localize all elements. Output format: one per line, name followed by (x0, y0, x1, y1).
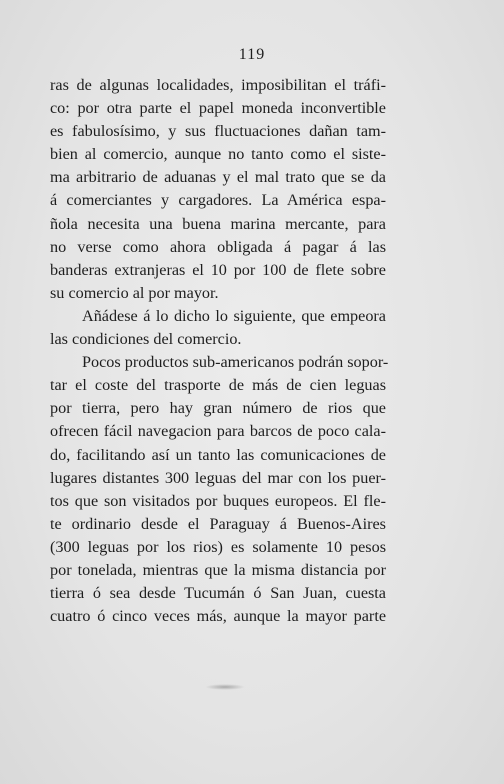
paragraph-start-line: Pocos productos sub-americanos podrán sopor- (82, 353, 389, 372)
text-line: ma arbitrario de aduanas y el mal trato que se da (50, 168, 386, 187)
ink-smudge (205, 684, 245, 690)
text-line: ñola necesita una buena marina mercante, para (50, 214, 386, 233)
text-line: te ordinario desde el Paraguay á Buenos-Aires (50, 514, 386, 533)
paragraph-start-line: Añádese á lo dicho lo siguiente, que empeora (82, 306, 386, 325)
text-line: por tierra, pero hay gran número de rios que (50, 399, 386, 418)
text-line: ras de algunas localidades, imposibilitan el tráfi- (50, 76, 386, 94)
text-line: (300 leguas por los rios) es solamente 10 pesos (50, 537, 386, 556)
text-line: bien al comercio, aunque no tanto como el siste- (50, 145, 386, 164)
text-line: á comerciantes y cargadores. La América espa- (50, 191, 386, 210)
text-line: su comercio al por mayor. (50, 283, 219, 302)
text-line: do, facilitando así un tanto las comunicaciones de (50, 445, 386, 464)
text-line: cuatro ó cinco veces más, aunque la mayor parte (50, 607, 386, 626)
text-line: tos que son visitados por buques europeos. El fle- (50, 491, 386, 510)
text-line: es fabulosísimo, y sus fluctuaciones dañan tam- (50, 122, 386, 141)
text-line: por tonelada, mientras que la misma distancia por (50, 560, 386, 579)
text-line: no verse como ahora obligada á pagar á las (50, 237, 386, 256)
text-line: co: por otra parte el papel moneda inconvertible (50, 99, 386, 118)
body-text (50, 74, 389, 628)
text-line: ofrecen fácil navegacion para barcos de poco cala- (50, 422, 386, 441)
text-line: tar el coste del trasporte de más de cien leguas (50, 376, 386, 395)
text-line: tierra ó sea desde Tucumán ó San Juan, cuesta (50, 584, 386, 603)
text-line: banderas extranjeras el 10 por 100 de flete sobre (50, 260, 386, 279)
page-number: 119 (238, 46, 266, 63)
text-line: las condiciones del comercio. (50, 330, 242, 349)
text-line: lugares distantes 300 leguas del mar con los puer- (50, 468, 386, 487)
